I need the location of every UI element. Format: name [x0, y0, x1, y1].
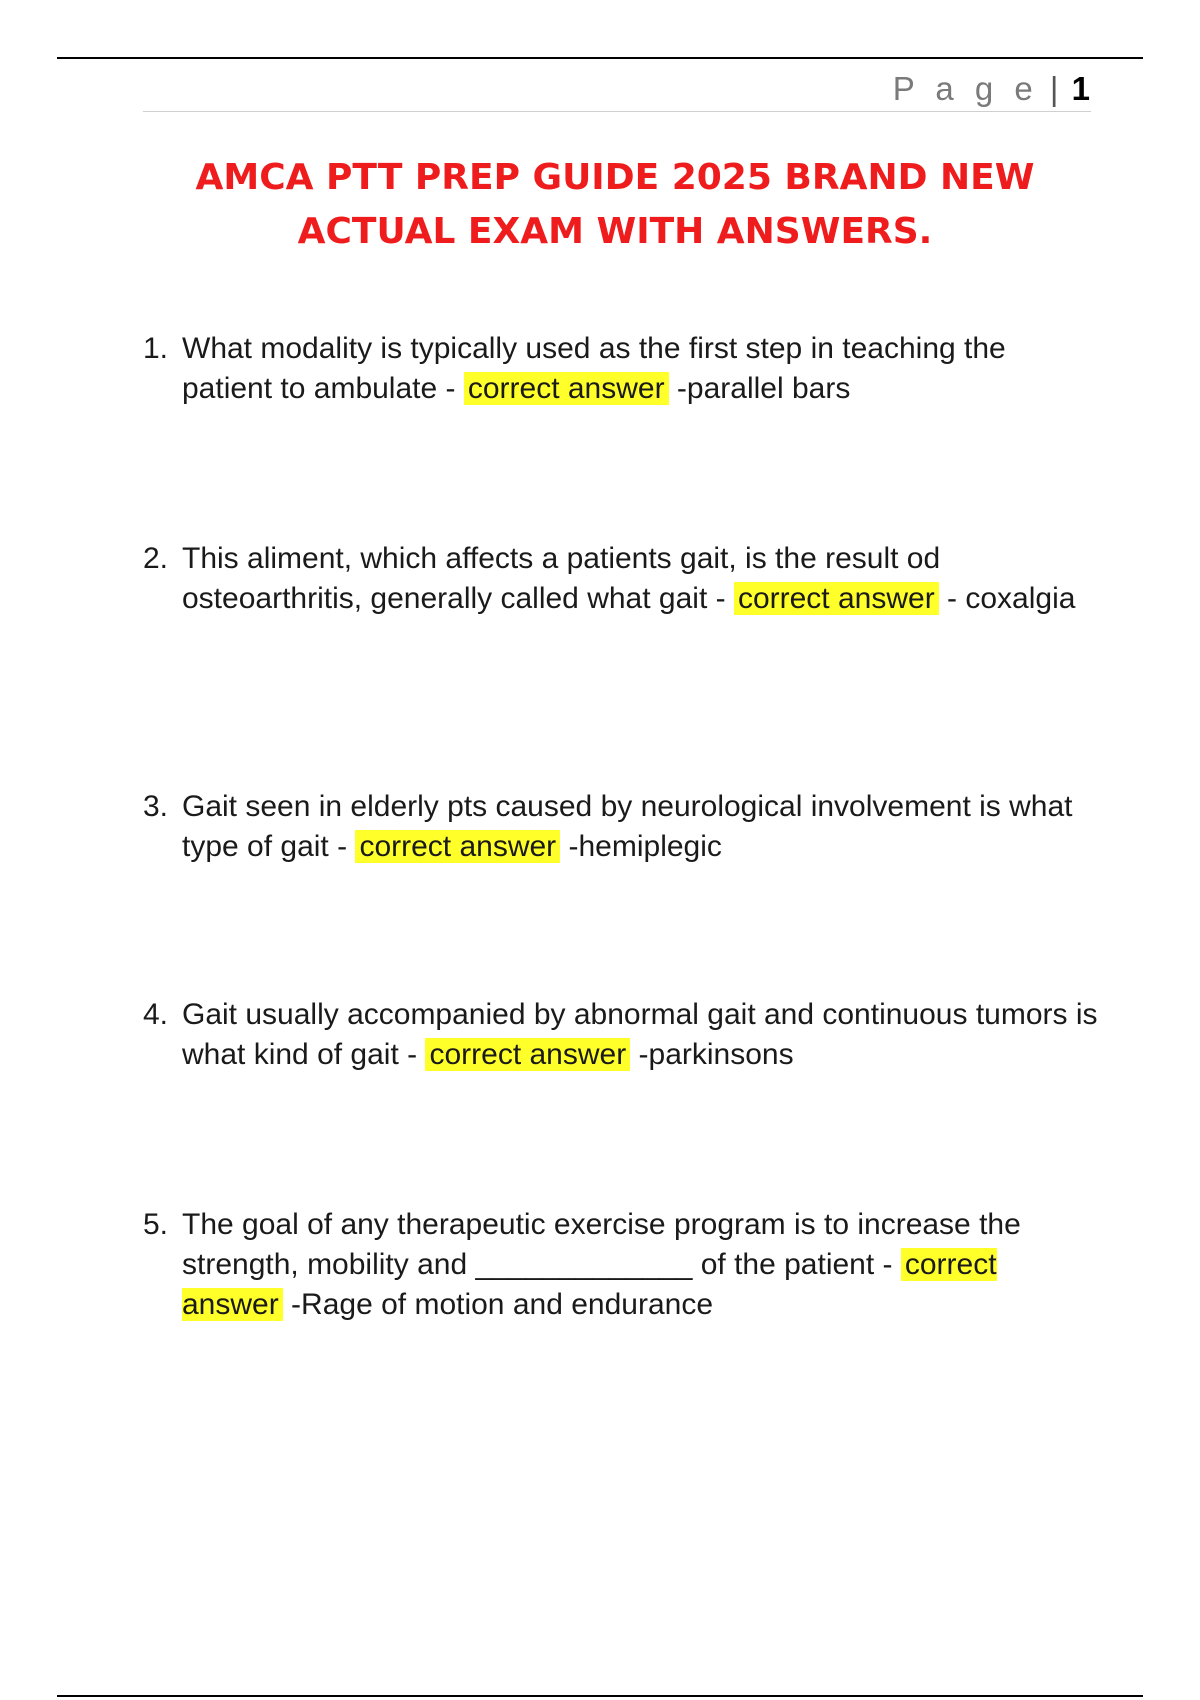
answer-text: -parkinsons [630, 1038, 794, 1071]
question-text: Gait usually accompanied by abnormal gait and continuous tumors is what kind of gait - [182, 998, 1098, 1071]
document-title [150, 151, 1080, 259]
answer-text: -parallel bars [668, 372, 851, 405]
question-item [143, 329, 1098, 409]
correct-answer-highlight: correct answer [182, 1248, 997, 1321]
question-body [182, 995, 1098, 1075]
question-body [182, 787, 1098, 867]
question-item [143, 995, 1098, 1075]
question-body [182, 539, 1098, 619]
page-label: P a g e [892, 70, 1039, 107]
correct-answer-highlight: correct answer [734, 582, 939, 615]
bottom-border-rule [57, 1695, 1143, 1697]
question-body [182, 1205, 1098, 1325]
document-title-line-2: ACTUAL EXAM WITH ANSWERS. [297, 211, 933, 252]
question-text: What modality is typically used as the first step in teaching the patient to ambulate - [182, 332, 1006, 405]
top-border-rule [57, 57, 1143, 59]
document-title-line-1: AMCA PTT PREP GUIDE 2025 BRAND NEW [195, 157, 1035, 198]
answer-text: - coxalgia [938, 582, 1076, 615]
question-item [143, 1205, 1098, 1325]
header-rule [143, 111, 1091, 112]
question-number: 3. [143, 790, 169, 823]
answer-text: -Rage of motion and endurance [282, 1288, 714, 1321]
page-separator: | [1049, 70, 1059, 107]
question-body [182, 329, 1098, 409]
page-number-header [893, 70, 1090, 108]
page-number: 1 [1071, 70, 1090, 107]
question-number: 1. [143, 332, 169, 365]
correct-answer-highlight: correct answer [464, 372, 669, 405]
question-text: This aliment, which affects a patients gait, is the result od osteoarthritis, generally called what gait - [182, 542, 941, 615]
question-text: Gait seen in elderly pts caused by neurological involvement is what type of gait - [182, 790, 1073, 863]
question-number: 4. [143, 998, 169, 1031]
answer-text: -hemiplegic [560, 830, 722, 863]
question-item [143, 787, 1098, 867]
question-number: 2. [143, 542, 169, 575]
correct-answer-highlight: correct answer [355, 830, 560, 863]
question-item [143, 539, 1098, 619]
question-number: 5. [143, 1208, 169, 1241]
correct-answer-highlight: correct answer [425, 1038, 630, 1071]
question-text: The goal of any therapeutic exercise program is to increase the strength, mobility and _____________ of the patient - [182, 1208, 1021, 1281]
